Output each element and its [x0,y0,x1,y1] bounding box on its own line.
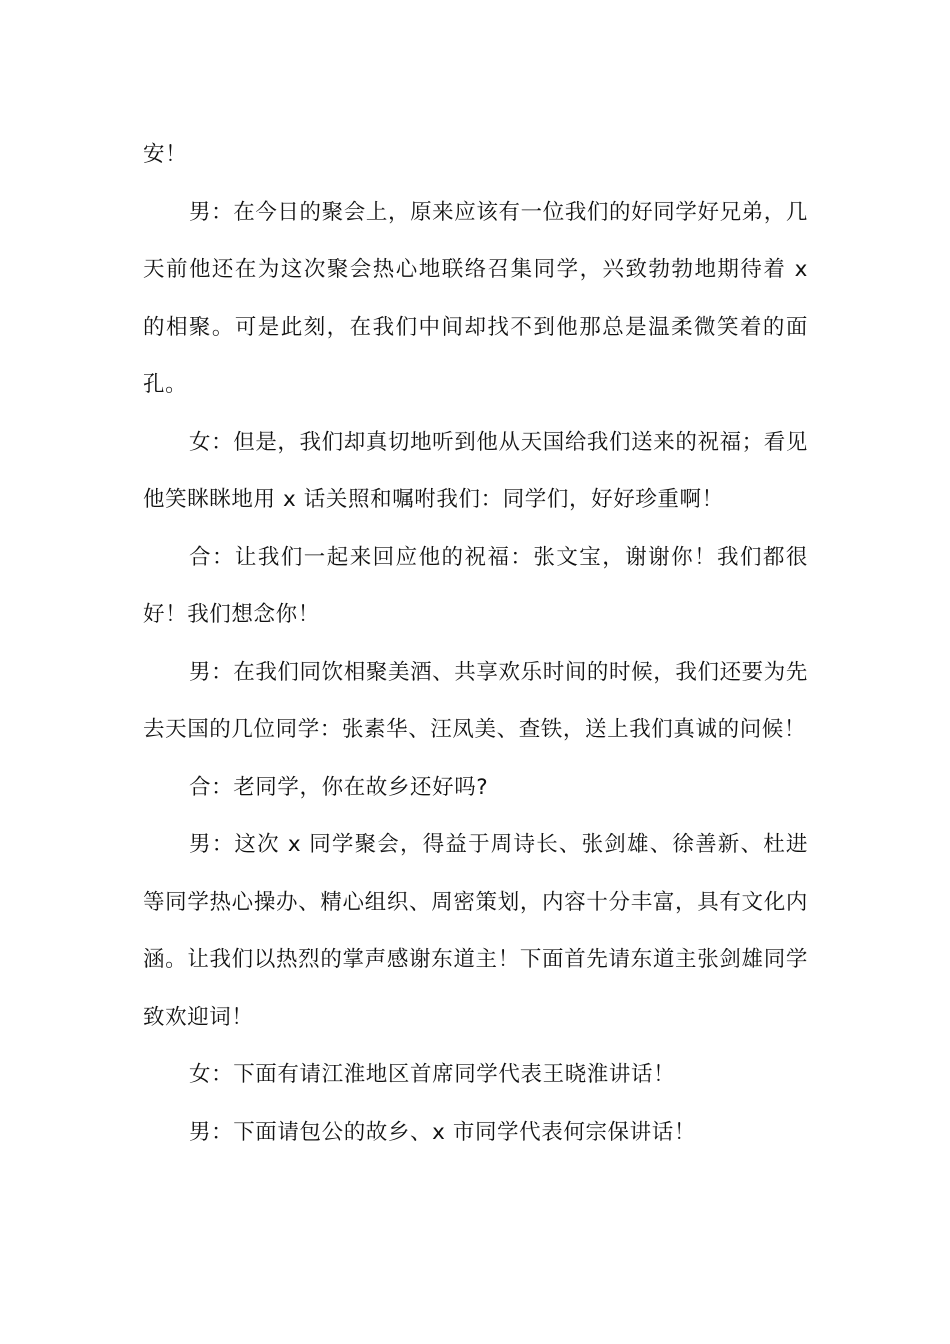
paragraph-6: 合：老同学，你在故乡还好吗? [189,774,489,800]
paragraph-5: 男：在我们同饮相聚美酒、共享欢乐时间的时候，我们还要为先去天国的几位同学：张素华、汪凤美、查铁，送上我们真诚的问候！ [143,659,808,742]
paragraph-2: 男：在今日的聚会上，原来应该有一位我们的好同学好兄弟，几天前他还在为这次聚会热心地联络召集同学，兴致勃勃地期待着 x 的相聚。可是此刻，在我们中间却找不到他那总是温柔微笑着的面孔。 [143,199,808,397]
paragraph-7: 男：这次 x 同学聚会，得益于周诗长、张剑雄、徐善新、杜进等同学热心操办、精心组织、周密策划，内容十分丰富，具有文化内涵。让我们以热烈的掌声感谢东道主！下面首先请东道主张剑雄同学致欢迎词！ [143,832,808,1030]
paragraph-1: 安！ [143,142,188,167]
paragraph-4: 合：让我们一起来回应他的祝福：张文宝，谢谢你！我们都很好！我们想念你！ [143,544,808,627]
document-body [143,126,808,1161]
paragraph-3: 女：但是，我们却真切地听到他从天国给我们送来的祝福；看见他笑眯眯地用 x 话关照和嘱咐我们：同学们，好好珍重啊！ [143,429,808,512]
paragraph-9: 男：下面请包公的故乡、x 市同学代表何宗保讲话！ [189,1119,696,1145]
paragraph-8: 女：下面有请江淮地区首席同学代表王晓淮讲话！ [189,1062,676,1087]
